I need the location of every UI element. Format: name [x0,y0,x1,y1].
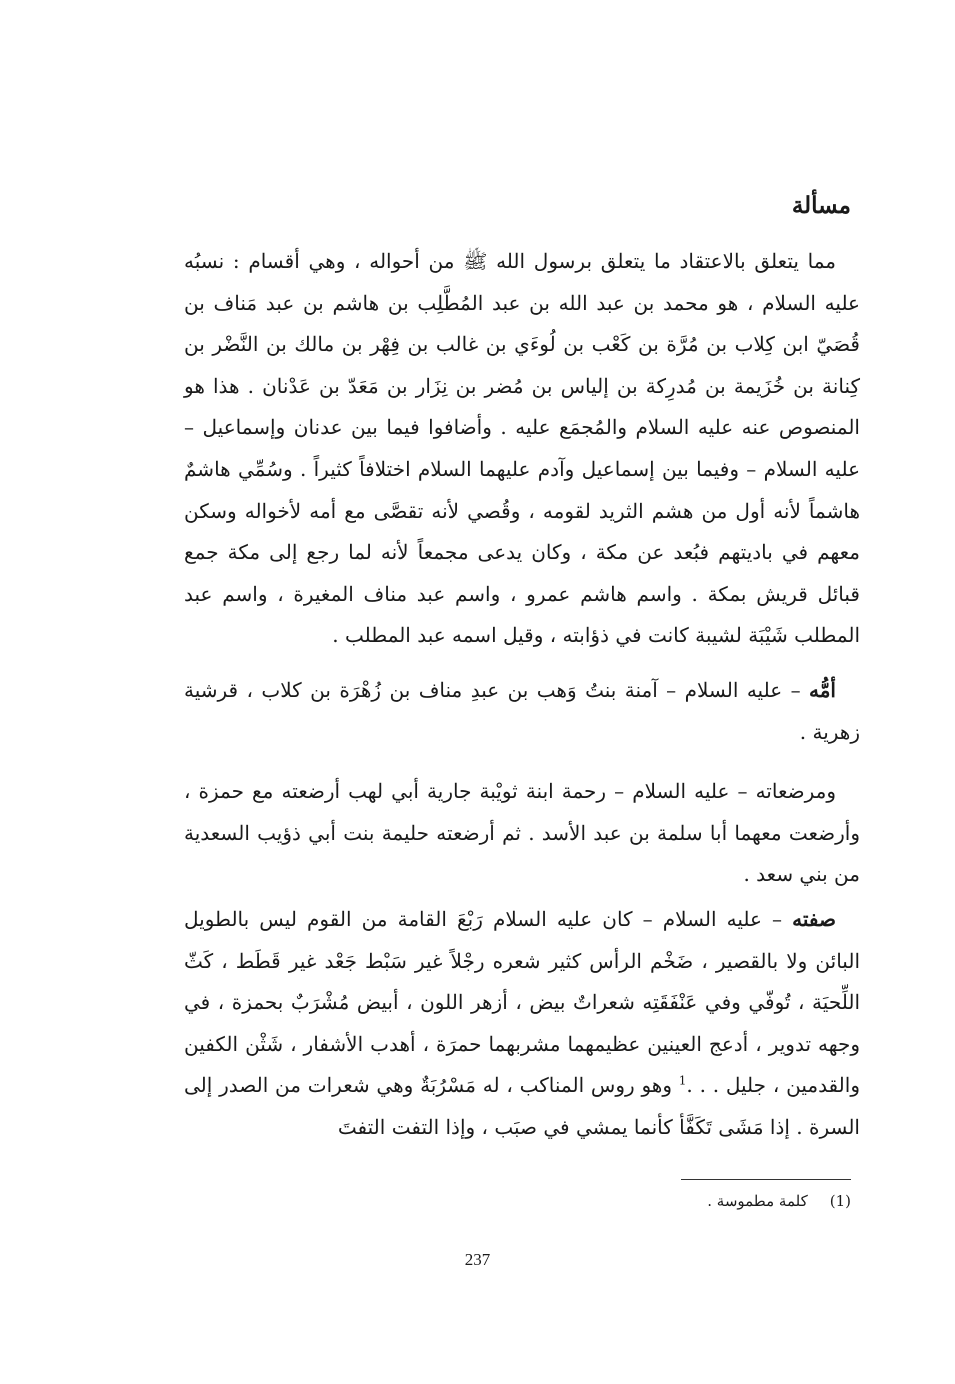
section-heading: مسألة [791,192,851,219]
paragraph-lineage [184,241,860,657]
footnote [707,1192,851,1212]
footnote-marker[interactable]: 1 [678,1073,687,1088]
paragraph-lead: أمُّه [809,678,836,702]
paragraph-body: – عليه السلام – كان عليه السلام رَبْعَ القامة من القوم ليس بالطويل البائن ولا بالقصير ، ضَخْم الرأس كثير شعره رجْلاً غير سَبْط جَعْد غير قَطَط ، كَثّ اللِّحيَة ، تُوفّي وفي عَنْفَقَتِه شعراتٌ بيض ، أزهر اللون ، أبيض مُشْرَبٌ بحمزة ، في وجهه تدوير ، أدعج العينين عظيمهما مشربهما حمرَة ، أهدب الأشفار ، شَثْن الكفين والقدمين ، جليل . . . [184,907,860,1098]
paragraph-description [184,899,860,1149]
paragraph-mother [184,670,860,753]
footnote-text: كلمة مطموسة . [707,1192,808,1210]
paragraph-body: ومرضعاته – عليه السلام – رحمة ابنة ثويْبة جارية أبي لهب أرضعته مع حمزة ، وأرضعت معهما أبا سلمة بن عبد الأسد . ثم أرضعته حليمة بنت أبي ذؤيب السعدية من بني سعد . [184,779,860,887]
paragraph-body-continued: وهو روس المناكب ، له مَسْرُبَةٌ وهي شعرات من الصدر إلى السرة . إذا مَشَى تَكَفَّأ كأنما يمشي في صبَب ، وإذا التفت التفتَ [184,1073,860,1139]
page-number: 237 [464,1250,491,1269]
paragraph-body: مما يتعلق بالاعتقاد ما يتعلق برسول الله ﷺ من أحواله ، وهي أقسام : نسبُه عليه السلام ، هو محمد بن عبد الله بن عبد المُطَّلِب بن هاشم بن عبد مَناف بن قُصَيّ ابن كِلاب بن مُرَّة بن كَعْب بن لُوءَي بن غالب بن فِهْر بن مالك بن النَّضْر بن كِنانة بن خُزَيمة بن مُدرِكة بن إلياس بن مُضر بن نِزَار بن مَعَدّ بن عَدْنان . هذا هو المنصوص عنه عليه السلام والمُجمَع عليه . وأضافوا فيما بين عدنان وإسماعيل – عليه السلام – وفيما بين إسماعيل وآدم عليهما السلام اختلافاً كثيراً . وسُمِّي هاشمٌ هاشماً لأنه أول من هشم الثريد لقومه ، وقُصي لأنه تقصَّى مع أمه لأخواله وسكن معهم في باديتهم فبُعد عن مكة ، وكان يدعى مجمعاً لأنه لما رجع إلى مكة جمع قبائل قريش بمكة . واسم هاشم عمرو ، واسم عبد مناف المغيرة ، واسم عبد المطلب شَيْبَة لشيبة كانت في ذؤابته ، وقيل اسمه عبد المطلب . [184,249,860,648]
paragraph-nursing [184,771,860,896]
footnote-divider [681,1179,851,1180]
paragraph-body: – عليه السلام – آمنة بنتُ وَهب بن عبدِ مناف بن زُهْرَة بن كلاب ، قرشية زهرية . [184,678,860,744]
footnote-number: (1) [829,1192,851,1210]
paragraph-lead: صفته [792,907,836,931]
